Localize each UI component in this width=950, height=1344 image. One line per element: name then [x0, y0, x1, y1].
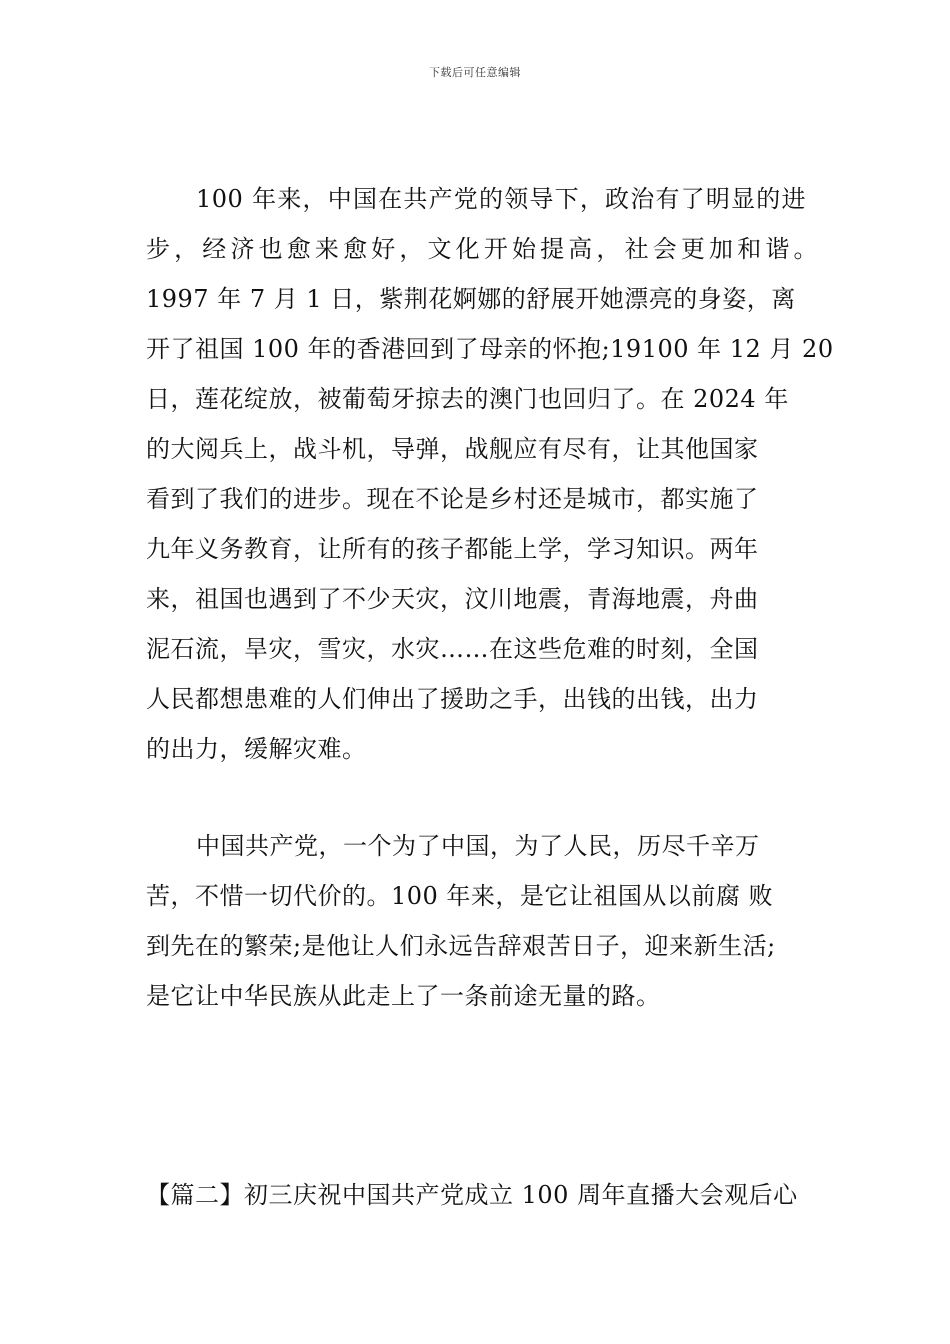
paragraph-1-line-7: 看到了我们的进步。现在不论是乡村还是城市，都实施了 — [146, 485, 759, 513]
paragraph-2-line-4: 是它让中华民族从此走上了一条前途无量的路。 — [146, 982, 661, 1010]
paragraph-1-line-11: 人民都想患难的人们伸出了援助之手，出钱的出钱，出力 — [146, 685, 759, 713]
paragraph-1-line-3: 1997 年 7 月 1 日，紫荆花婀娜的舒展开她漂亮的身姿，离 — [146, 285, 796, 313]
paragraph-1-line-9: 来，祖国也遇到了不少天灾，汶川地震，青海地震，舟曲 — [146, 585, 759, 613]
section-heading: 【篇二】初三庆祝中国共产党成立 100 周年直播大会观后心 — [146, 1181, 798, 1209]
paragraph-1-line-2: 步，经济也愈来愈好，文化开始提高，社会更加和谐。 — [146, 235, 818, 263]
paragraph-1-line-8: 九年义务教育，让所有的孩子都能上学，学习知识。两年 — [146, 535, 759, 563]
paragraph-2-line-1: 中国共产党，一个为了中国，为了人民，历尽千辛万 — [196, 832, 760, 860]
page-header: 下载后可任意编辑 — [429, 66, 521, 79]
paragraph-1-line-4: 开了祖国 100 年的香港回到了母亲的怀抱;19100 年 12 月 20 — [146, 335, 834, 363]
paragraph-1-line-1: 100 年来，中国在共产党的领导下，政治有了明显的进 — [196, 185, 806, 213]
paragraph-1-line-5: 日，莲花绽放，被葡萄牙掠去的澳门也回归了。在 2024 年 — [146, 385, 789, 413]
paragraph-1-line-10: 泥石流，旱灾，雪灾，水灾……在这些危难的时刻，全国 — [146, 635, 759, 663]
paragraph-2-line-2: 苦，不惜一切代价的。100 年来，是它让祖国从以前腐 败 — [146, 882, 774, 910]
paragraph-1-line-12: 的出力，缓解灾难。 — [146, 735, 367, 763]
paragraph-1-line-6: 的大阅兵上，战斗机，导弹，战舰应有尽有，让其他国家 — [146, 435, 759, 463]
paragraph-2-line-3: 到先在的繁荣;是他让人们永远告辞艰苦日子，迎来新生活; — [146, 932, 776, 960]
